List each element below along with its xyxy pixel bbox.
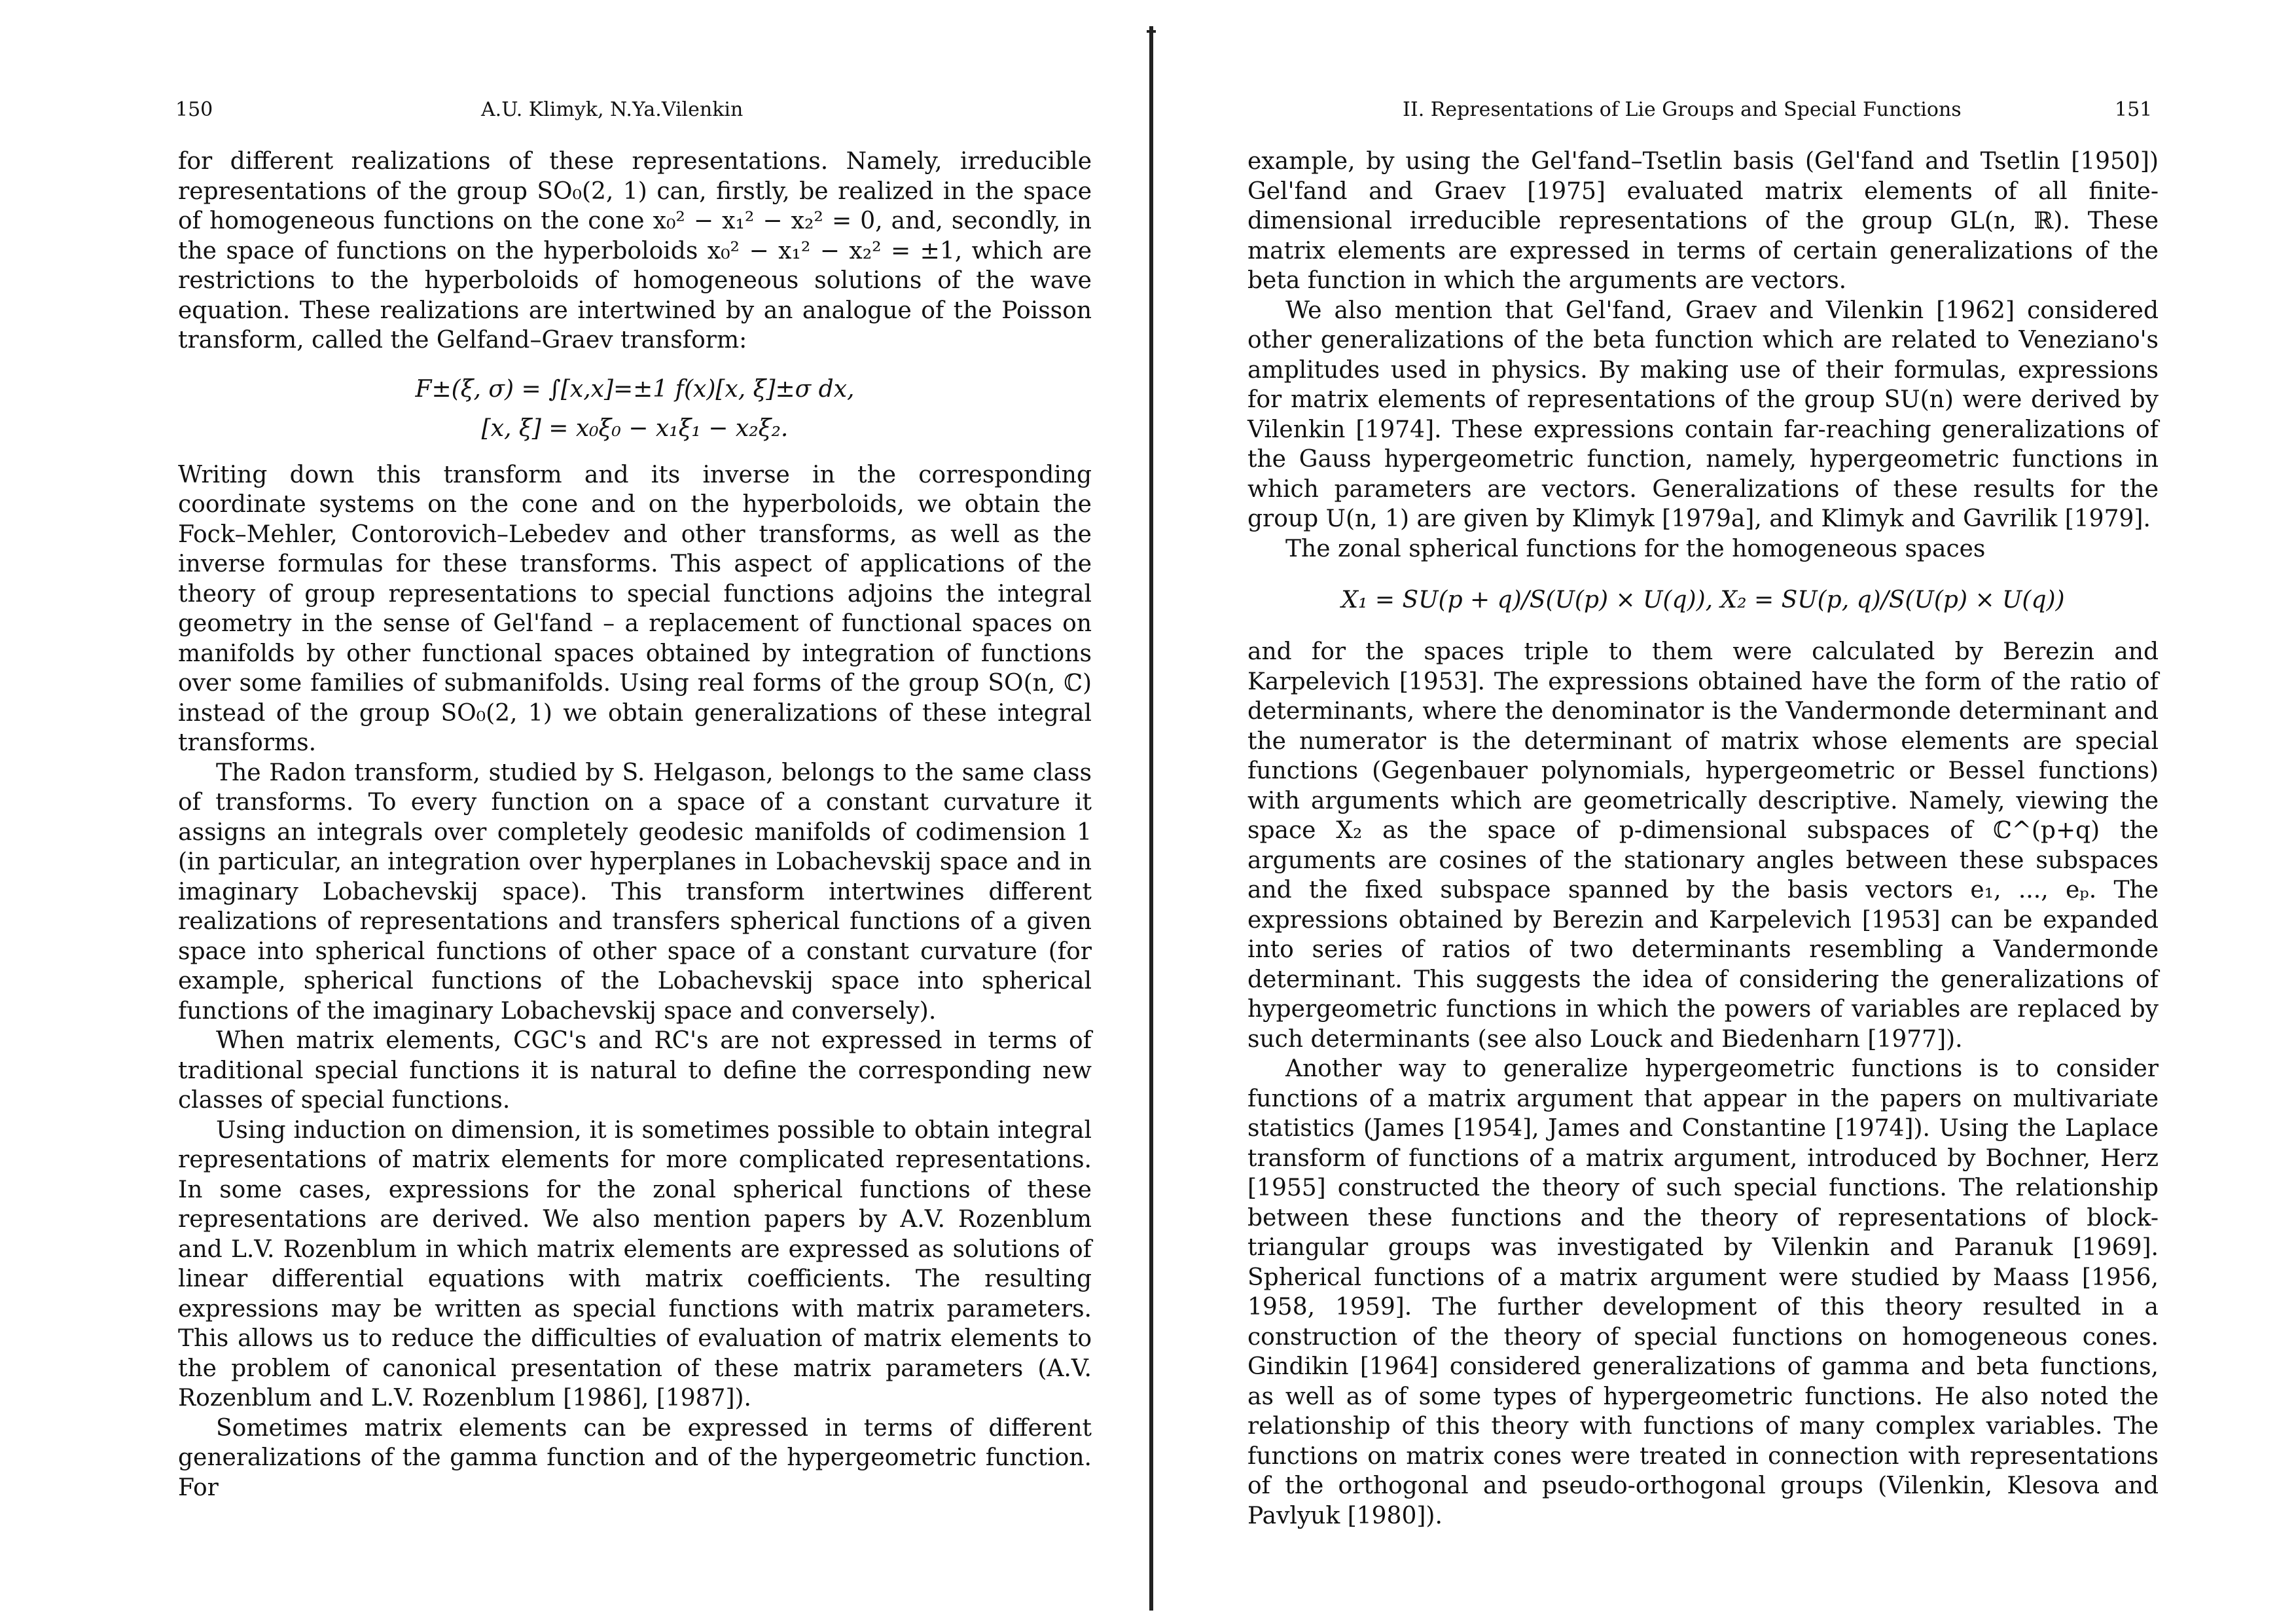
left-page-number: 150 [175,98,213,121]
paragraph: The zonal spherical functions for the homogeneous spaces [1285,535,1986,562]
paragraph: Writing down this transform and its inverse in the corresponding coordinate systems on the cone and on the hyperboloids, we obtain the Fock–Mehler, Contorovich–Lebedev and other transforms, as well as the inverse formulas for these transforms. This aspect of applications of the theory of group representations to special functions adjoins the integral geometry in the sense of Gel'fand – a replacement of functional spaces on manifolds by other functional spaces obtained by integration of functions over some families of submanifolds. Using real forms of the group SO(n, ℂ) instead of the group SO₀(2, 1) we obtain generalizations of these integral transforms. [178,461,1092,756]
book-spine [1149,26,1153,1611]
paragraph: We also mention that Gel'fand, Graev and Vilenkin [1962] considered other generalizations of the beta function which are related to Veneziano's amplitudes used in physics. By making use of their formulas, expressions for matrix elements of representations of the group SU(n) were derived by Vilenkin [1974]. These expressions contain far-reaching generalizations of the Gauss hypergeometric function, namely, hypergeometric functions in which parameters are vectors. Generalizations of these results for the group U(n, 1) are given by Klimyk [1979a], and Klimyk and Gavrilik [1979]. [1247,297,2159,532]
paragraph: Sometimes matrix elements can be expressed in terms of different generalizations of the gamma function and of the hypergeometric function. For [178,1414,1092,1501]
right-text-column [1247,147,2159,1531]
paragraph: and for the spaces triple to them were calculated by Berezin and Karpelevich [1953]. The expressions obtained have the form of the ratio of determinants, where the denominator is the Vandermonde determinant and the numerator is the determinant of matrix whose elements are special functions (Gegenbauer polynomials, hypergeometric or Bessel functions) with arguments which are geometrically descriptive. Namely, viewing the space X₂ as the space of p-dimensional subspaces of ℂ^(p+q) the arguments are cosines of the stationary angles between these subspaces and the fixed subspace spanned by the basis vectors e₁, ..., eₚ. The expressions obtained by Berezin and Karpelevich [1953] can be expanded into series of ratios of two determinants resembling a Vandermonde determinant. This suggests the idea of considering the generalizations of hypergeometric functions in which the powers of variables are replaced by such determinants (see also Louck and Biedenharn [1977]). [1247,638,2159,1053]
paragraph: When matrix elements, CGC's and RC's are not expressed in terms of traditional special functions it is natural to define the corresponding new classes of special functions. [178,1027,1092,1114]
right-running-head: II. Representations of Lie Groups and Special Functions [1403,98,1962,121]
spine-tick [1147,30,1156,33]
paragraph: example, by using the Gel'fand–Tsetlin basis (Gel'fand and Tsetlin [1950]) Gel'fand and Graev [1975] evaluated matrix elements of all finite-dimensional irreducible representations of the group GL(n, ℝ). These matrix elements are expressed in terms of certain generalizations of the beta function in which the arguments are vectors. [1247,148,2159,294]
left-running-head: A.U. Klimyk, N.Ya.Vilenkin [481,98,744,121]
paragraph: for different realizations of these representations. Namely, irreducible representations of the group SO₀(2, 1) can, firstly, be realized in the space of homogeneous functions on the cone x₀² − x₁² − x₂² = 0, and, secondly, in the space of functions on the hyperboloids x₀² − x₁² − x₂² = ±1, which are restrictions to the hyperboloids of homogeneous solutions of the wave equation. These realizations are intertwined by an analogue of the Poisson transform, called the Gelfand–Graev transform: [178,148,1092,354]
paragraph: Using induction on dimension, it is sometimes possible to obtain integral representations of matrix elements for more complicated representations. In some cases, expressions for the zonal spherical functions of these representations are derived. We also mention papers by A.V. Rozenblum and L.V. Rozenblum in which matrix elements are expressed as solutions of linear differential equations with matrix coefficients. The resulting expressions may be written as special functions with matrix parameters. This allows us to reduce the difficulties of evaluation of matrix elements to the problem of canonical presentation of these matrix parameters (A.V. Rozenblum and L.V. Rozenblum [1986], [1987]). [178,1116,1092,1412]
paragraph: The Radon transform, studied by S. Helgason, belongs to the same class of transforms. To every function on a space of a constant curvature it assigns an integrals over completely geodesic manifolds of codimension 1 (in particular, an integration over hyperplanes in Lobachevskij space and in imaginary Lobachevskij space). This transform intertwines different realizations of representations and transfers spherical functions of a given space into spherical functions of other space of a constant curvature (for example, spherical functions of the Lobachevskij space into spherical functions of the imaginary Lobachevskij space and conversely). [178,759,1092,1025]
left-text-column [178,147,1092,1503]
homogeneous-spaces-formula: X₁ = SU(p + q)/S(U(p) × U(q)), X₂ = SU(p, q)/S(U(p) × U(q)) [1341,587,2065,613]
left-page [0,0,1139,1623]
formula-line: F±(ξ, σ) = ∫[x,x]=±1 f(x)[x, ξ]±σ dx, [415,375,855,403]
paragraph: Another way to generalize hypergeometric functions is to consider functions of a matrix argument that appear in the papers on multivariate statistics (James [1954], James and Constantine [1974]). Using the Laplace transform of functions of a matrix argument, introduced by Bochner, Herz [1955] constructed the theory of such special functions. The relationship between these functions and the theory of representations of block-triangular groups was investigated by Vilenkin and Paranuk [1969]. Spherical functions of a matrix argument were studied by Maass [1956, 1958, 1959]. The further development of this theory resulted in a construction of the theory of special functions on homogeneous cones. Gindikin [1964] considered generalizations of gamma and beta functions, as well as of some types of hypergeometric functions. He also noted the relationship of this theory with functions of many complex variables. The functions on matrix cones were treated in connection with representations of the orthogonal and pseudo-orthogonal groups (Vilenkin, Klesova and Pavlyuk [1980]). [1247,1055,2159,1529]
right-page-number: 151 [2115,98,2153,121]
gelfand-graev-formula [178,370,1092,448]
formula-line: [x, ξ] = x₀ξ₀ − x₁ξ₁ − x₂ξ₂. [481,414,789,442]
